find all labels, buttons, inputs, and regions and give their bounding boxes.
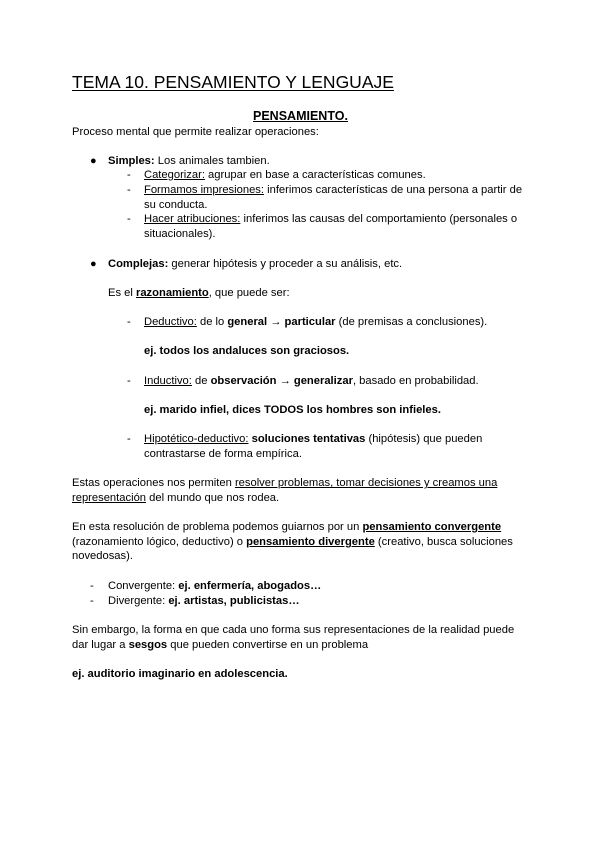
intro-text: Proceso mental que permite realizar operaciones: xyxy=(72,126,319,138)
complejas-line xyxy=(108,257,402,272)
text: En esta resolución de problema podemos guiarnos por un xyxy=(72,521,363,533)
dash-icon: - xyxy=(127,316,131,328)
sesgos-term: sesgos xyxy=(128,639,168,651)
underlined-text: resolver problemas, tomar decisiones y creamos una xyxy=(234,477,498,489)
bold-text: ej. enfermería, abogados… xyxy=(178,580,322,592)
simples-line xyxy=(108,154,270,169)
text: Es el xyxy=(108,287,136,299)
text: de xyxy=(191,375,211,387)
dash-icon: - xyxy=(127,184,131,196)
list-item xyxy=(144,168,426,183)
divergente-term: pensamiento divergente xyxy=(246,536,375,548)
term: Formamos impresiones: xyxy=(144,184,264,196)
list-item xyxy=(108,579,321,594)
paragraph-line xyxy=(72,638,368,653)
text: , basado en probabilidad. xyxy=(352,375,479,387)
final-example: ej. auditorio imaginario en adolescencia. xyxy=(72,668,288,680)
item-text-cont: su conducta. xyxy=(144,199,208,211)
text: del mundo que nos rodea. xyxy=(146,492,280,504)
paragraph-line xyxy=(72,535,513,550)
convergente-term: pensamiento convergente xyxy=(362,521,502,533)
dash-icon: - xyxy=(90,580,94,592)
bold-text: soluciones tentativas xyxy=(251,433,366,445)
inductivo-example: ej. marido infiel, dices TODOS los hombres son infieles. xyxy=(144,404,441,416)
dash-icon: - xyxy=(127,213,131,225)
text: dar lugar a xyxy=(72,639,129,651)
bullet-icon: ● xyxy=(90,155,97,167)
hipotetico-line xyxy=(144,432,482,447)
inductivo-line xyxy=(144,374,479,389)
list-item xyxy=(108,594,300,609)
bullet-icon: ● xyxy=(90,258,97,270)
item-text: agrupar en base a características comunes. xyxy=(204,169,426,181)
text: , que puede ser: xyxy=(208,287,290,299)
dash-icon: - xyxy=(127,169,131,181)
bold-text: observación → generalizar xyxy=(210,375,353,387)
bold-text: general → particular xyxy=(227,316,336,328)
item-text-cont: situacionales). xyxy=(144,228,216,240)
paragraph-line xyxy=(72,520,501,535)
paragraph-line: novedosas). xyxy=(72,550,133,562)
underlined-text: representación xyxy=(72,492,147,504)
dash-icon: - xyxy=(127,375,131,387)
simples-text: Los animales tambien. xyxy=(154,155,270,167)
term: Inductivo: xyxy=(144,375,192,387)
bold-text: ej. artistas, publicistas… xyxy=(168,595,300,607)
text: (de premisas a conclusiones). xyxy=(335,316,488,328)
complejas-text: generar hipótesis y proceder a su análisis, etc. xyxy=(168,258,403,270)
dash-icon: - xyxy=(127,433,131,445)
text: que pueden convertirse en un problema xyxy=(167,639,369,651)
complejas-label: Complejas: xyxy=(108,258,169,270)
list-item xyxy=(144,212,517,227)
item-text: inferimos características de una persona a partir de xyxy=(264,184,523,196)
text: Convergente: xyxy=(108,580,179,592)
paragraph-line xyxy=(72,476,497,491)
item-text: inferimos las causas del comportamiento (personales o xyxy=(240,213,518,225)
text: (hipótesis) que pueden xyxy=(365,433,483,445)
dash-icon: - xyxy=(90,595,94,607)
text: Divergente: xyxy=(108,595,169,607)
text: Estas operaciones nos permiten xyxy=(72,477,235,489)
deductivo-example: ej. todos los andaluces son graciosos. xyxy=(144,345,350,357)
razonamiento-term: razonamiento xyxy=(135,287,209,299)
section-heading: PENSAMIENTO. xyxy=(253,109,348,123)
hipotetico-line2: contrastarse de forma empírica. xyxy=(144,448,302,460)
deductivo-line xyxy=(144,315,487,330)
paragraph-line xyxy=(72,491,279,506)
simples-label: Simples: xyxy=(108,155,155,167)
text: de lo xyxy=(196,316,228,328)
term: Hipotético-deductivo: xyxy=(144,433,249,445)
term: Categorizar: xyxy=(144,169,205,181)
list-item xyxy=(144,183,522,198)
razonamiento-line xyxy=(108,286,290,301)
term: Hacer atribuciones: xyxy=(144,213,241,225)
text: (creativo, busca soluciones xyxy=(374,536,513,548)
text: (razonamiento lógico, deductivo) o xyxy=(72,536,247,548)
paragraph-line: Sin embargo, la forma en que cada uno forma sus representaciones de la realidad puede xyxy=(72,624,515,636)
term: Deductivo: xyxy=(144,316,197,328)
page-title: TEMA 10. PENSAMIENTO Y LENGUAJE xyxy=(72,72,394,92)
